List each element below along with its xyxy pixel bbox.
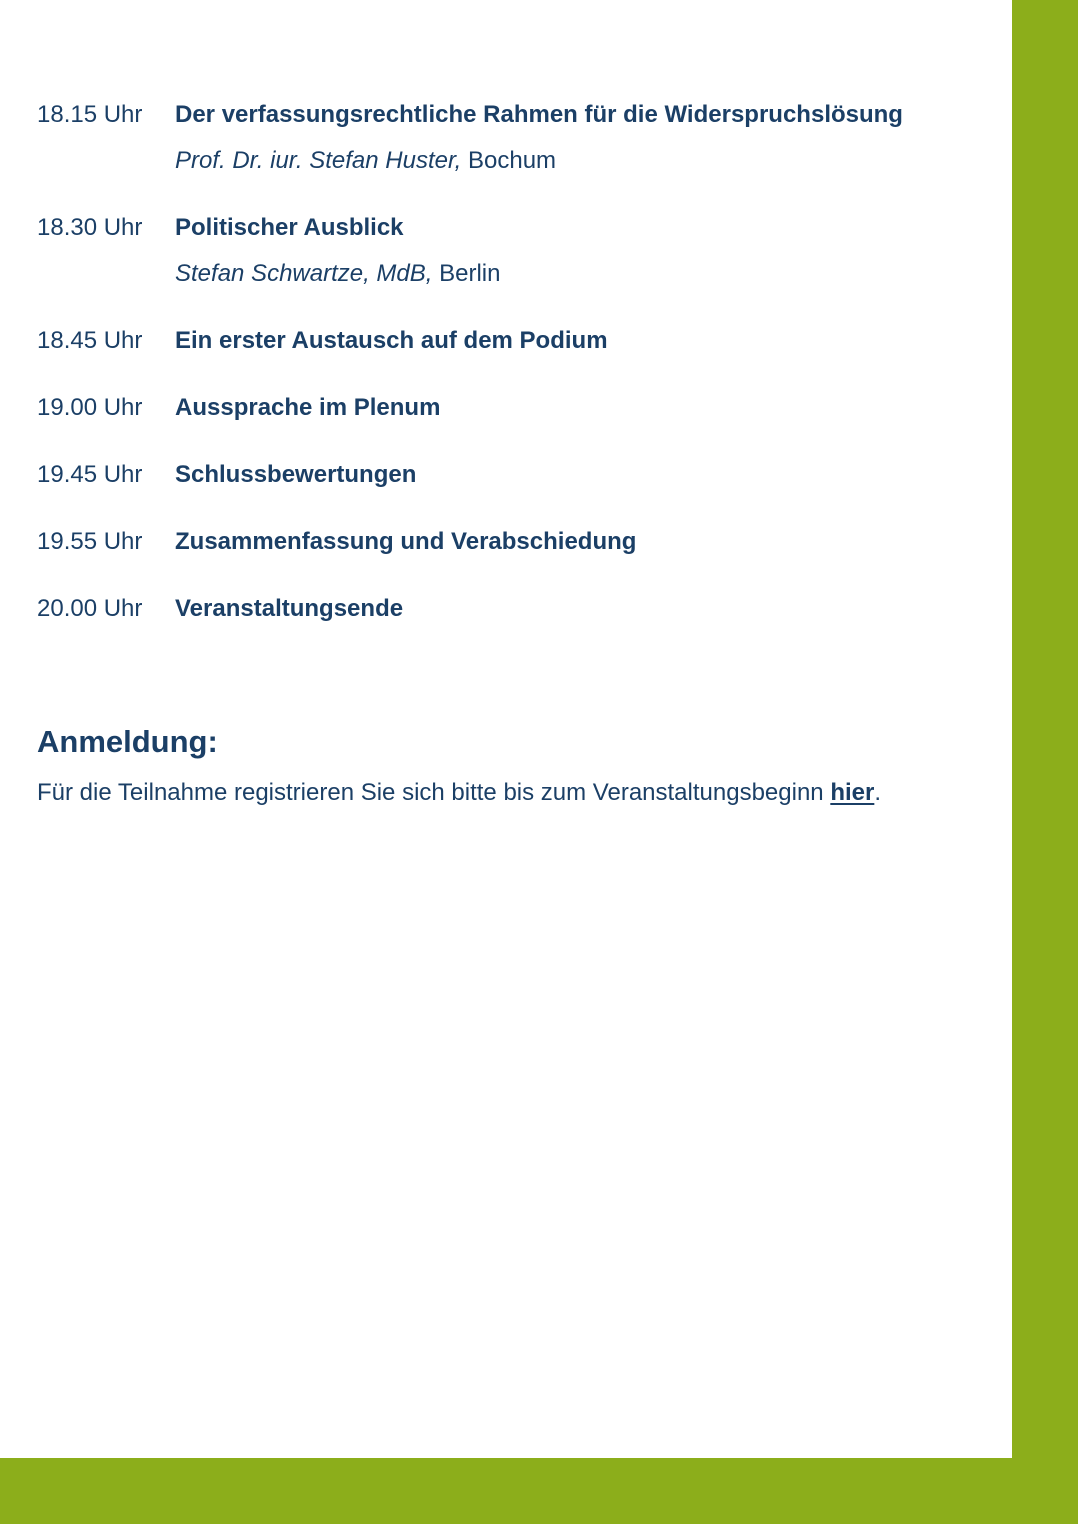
program-item (37, 391, 997, 425)
program-entry (175, 525, 997, 559)
program-item (37, 458, 997, 492)
registration-text-before: Für die Teilnahme registrieren Sie sich bitte bis zum Veranstaltungsbeginn (37, 779, 831, 806)
program-title: Politischer Ausblick (175, 214, 404, 241)
program-item (37, 324, 997, 358)
speaker-name: Stefan Schwartze, MdB, (175, 260, 433, 287)
speaker-place: Bochum (461, 147, 557, 174)
program-entry (175, 98, 997, 178)
speaker-place: Berlin (432, 260, 501, 287)
program-entry (175, 391, 997, 425)
green-bottom-bar (0, 1458, 1078, 1524)
program-entry (175, 324, 997, 358)
program-entry (175, 592, 997, 626)
program-item (37, 98, 997, 178)
program-time: 19.45 Uhr (37, 461, 143, 488)
speaker-name: Prof. Dr. iur. Stefan Huster, (175, 147, 462, 174)
program-time: 19.55 Uhr (37, 528, 143, 555)
program-time: 20.00 Uhr (37, 595, 143, 622)
program-time: 19.00 Uhr (37, 394, 143, 421)
program-item (37, 211, 997, 291)
program-time: 18.15 Uhr (37, 101, 143, 128)
program-title: Der verfassungsrechtliche Rahmen für die Widerspruchslösung (175, 101, 903, 128)
program-time: 18.45 Uhr (37, 327, 143, 354)
program-title: Aussprache im Plenum (175, 394, 441, 421)
program-title: Veranstaltungsende (175, 595, 404, 622)
program-entry (175, 458, 997, 492)
registration-text (37, 776, 881, 810)
registration-heading: Anmeldung: (37, 724, 218, 759)
program-title: Ein erster Austausch auf dem Podium (175, 327, 608, 354)
program-time: 18.30 Uhr (37, 214, 143, 241)
green-side-bar (1012, 0, 1078, 1524)
program-entry (175, 211, 997, 291)
registration-text-after: . (874, 779, 881, 806)
program-item (37, 592, 997, 626)
program-title: Zusammenfassung und Verabschiedung (175, 528, 637, 555)
registration-link[interactable]: hier (830, 779, 875, 806)
program-title: Schlussbewertungen (175, 461, 417, 488)
program-speaker (175, 144, 997, 178)
program-schedule (37, 98, 997, 626)
program-item (37, 525, 997, 559)
program-speaker (175, 257, 997, 291)
